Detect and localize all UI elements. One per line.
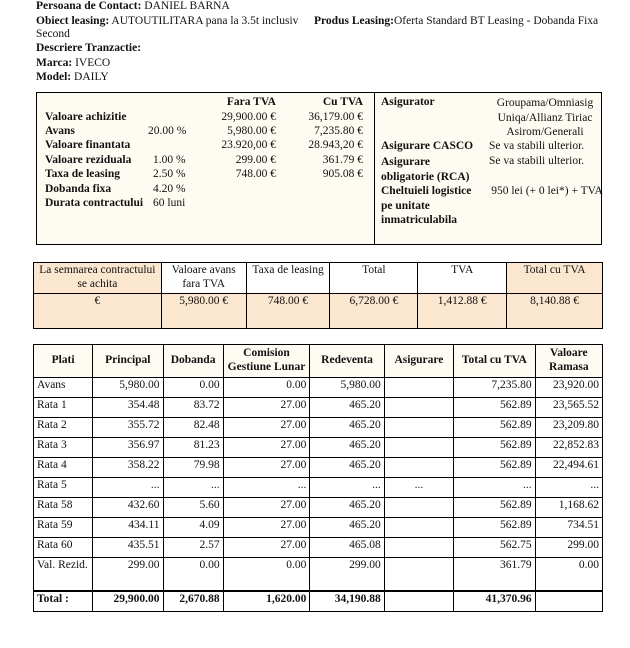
table-cell: 27.00	[223, 518, 310, 538]
brand-line	[36, 57, 626, 72]
info-row-pct: 2.50 %	[153, 168, 186, 180]
info-row-fara: 299.00 €	[235, 154, 276, 166]
table-cell: 465.20	[310, 498, 384, 518]
row-label-cell: Val. Rezid.	[34, 558, 93, 592]
table-cell: 5.60	[163, 498, 223, 518]
table-cell: ...	[93, 478, 163, 498]
table-cell: 23,565.52	[535, 398, 602, 418]
rca-value: Se va stabili ulterior.	[489, 155, 585, 167]
table-cell: 27.00	[223, 538, 310, 558]
asigurator-value: Groupama/Omniasig Uniqa/Allianz Tiriac Asirom/Generali	[496, 97, 594, 138]
summary-value-cell: 8,140.88 €	[507, 294, 603, 329]
table-cell: 465.20	[310, 438, 384, 458]
summary-value-cell: 748.00 €	[246, 294, 330, 329]
product-value: Oferta Standard BT Leasing - Dobanda Fixa	[393, 14, 599, 27]
table-cell: 5,980.00	[93, 378, 163, 398]
table-cell	[384, 498, 453, 518]
total-cell: 29,900.00	[93, 591, 163, 612]
table-cell: 465.20	[310, 518, 384, 538]
description-line	[36, 42, 626, 57]
table-cell: 299.00	[93, 558, 163, 592]
casco-label: Asigurare CASCO	[381, 140, 474, 152]
table-row	[34, 538, 603, 558]
table-cell: 22,852.83	[535, 438, 602, 458]
table-cell: 2.57	[163, 538, 223, 558]
table-cell: 299.00	[310, 558, 384, 592]
info-row-cu: 7,235.80 €	[314, 125, 363, 137]
total-cell	[535, 591, 602, 612]
table-cell: 432.60	[93, 498, 163, 518]
logistic-value: 950 lei (+ 0 lei*) + TVA	[491, 185, 603, 197]
table-cell: ...	[384, 478, 453, 498]
info-row-cu: 905.08 €	[322, 168, 363, 180]
summary-header-cell: Total cu TVA	[507, 263, 603, 294]
row-label-cell: Rata 2	[34, 418, 93, 438]
table-cell: 465.20	[310, 458, 384, 478]
table-cell: 562.89	[454, 398, 536, 418]
total-cell	[384, 591, 453, 612]
table-cell: 27.00	[223, 398, 310, 418]
table-cell: 4.09	[163, 518, 223, 538]
table-cell: 562.89	[454, 498, 536, 518]
table-cell: 361.79	[454, 558, 536, 592]
cu-tva-header: Cu TVA	[322, 96, 363, 108]
col-header-redeventa: Redeventa	[310, 345, 384, 378]
table-cell: 465.20	[310, 418, 384, 438]
info-row-label: Valoare achizitie	[45, 111, 127, 123]
table-cell: 27.00	[223, 458, 310, 478]
table-cell: 27.00	[223, 438, 310, 458]
info-row-label: Taxa de leasing	[45, 168, 120, 180]
summary-header-cell: La semnarea contractului se achita	[34, 263, 162, 294]
table-cell: ...	[163, 478, 223, 498]
table-cell	[384, 398, 453, 418]
total-cell: 1,620.00	[223, 591, 310, 612]
header	[36, 0, 626, 86]
summary-value-cell: 5,980.00 €	[161, 294, 246, 329]
info-row-fara: 748.00 €	[235, 168, 276, 180]
col-header-total-cu-tva: Total cu TVA	[454, 345, 536, 378]
row-label-cell: Rata 1	[34, 398, 93, 418]
table-cell: 79.98	[163, 458, 223, 478]
table-row	[34, 378, 603, 398]
info-row-cu: 28.943,20 €	[308, 139, 363, 151]
table-cell: 81.23	[163, 438, 223, 458]
table-cell: 0.00	[163, 378, 223, 398]
table-cell	[384, 458, 453, 478]
summary-header-cell: TVA	[418, 263, 507, 294]
brand-value: IVECO	[75, 56, 111, 69]
summary-value-cell: 6,728.00 €	[330, 294, 418, 329]
table-cell: 356.97	[93, 438, 163, 458]
payment-at-signing-table	[33, 262, 603, 329]
product-label: Produs Leasing:	[314, 14, 394, 27]
summary-header-cell: Total	[330, 263, 418, 294]
info-row-pct: 20.00 %	[148, 125, 187, 137]
col-header-asigurare: Asigurare	[384, 345, 453, 378]
summary-value-row	[34, 294, 603, 329]
financial-values-panel	[37, 93, 375, 244]
contact-value: DANIEL BARNA	[144, 0, 230, 12]
info-row-label: Valoare reziduala	[45, 154, 132, 166]
info-row-pct: 4.20 %	[153, 183, 186, 195]
table-cell: 562.89	[454, 418, 536, 438]
contact-label: Persoana de Contact:	[36, 0, 142, 12]
table-cell	[384, 438, 453, 458]
table-cell: 465.08	[310, 538, 384, 558]
insurance-panel	[381, 93, 601, 244]
table-cell: 354.48	[93, 398, 163, 418]
leasing-info-box	[36, 92, 602, 245]
total-cell: 41,370.96	[454, 591, 536, 612]
info-row-fara: 23.920,00 €	[221, 139, 276, 151]
table-cell: 5,980.00	[310, 378, 384, 398]
info-row-cu: 36,179.00 €	[308, 111, 363, 123]
info-row-label: Dobanda fixa	[45, 183, 112, 195]
model-label: Model:	[36, 71, 72, 84]
row-label-cell: Rata 60	[34, 538, 93, 558]
schedule-header-row	[34, 345, 603, 378]
rca-label: Asigurare obligatorie (RCA)	[381, 156, 470, 183]
col-header-valoare-ramasa: Valoare Ramasa	[535, 345, 602, 378]
fara-tva-header: Fara TVA	[226, 96, 276, 108]
table-cell: 435.51	[93, 538, 163, 558]
table-cell: 355.72	[93, 418, 163, 438]
table-cell: 465.20	[310, 398, 384, 418]
col-header-plati: Plati	[34, 345, 93, 378]
total-cell: 34,190.88	[310, 591, 384, 612]
table-cell: 562.89	[454, 458, 536, 478]
table-cell: ...	[454, 478, 536, 498]
logistic-label: Cheltuieli logistice pe unitate inmatriculabila	[381, 185, 472, 226]
table-cell: 22,494.61	[535, 458, 602, 478]
table-cell: 734.51	[535, 518, 602, 538]
table-cell: 0.00	[223, 558, 310, 592]
summary-header-cell: Taxa de leasing	[246, 263, 330, 294]
table-cell: 82.48	[163, 418, 223, 438]
table-cell	[384, 378, 453, 398]
table-cell: ...	[310, 478, 384, 498]
summary-header-cell: Valoare avans fara TVA	[161, 263, 246, 294]
table-cell: 358.22	[93, 458, 163, 478]
asigurator-label: Asigurator	[381, 96, 435, 108]
table-cell: ...	[535, 478, 602, 498]
table-row	[34, 438, 603, 458]
total-label-cell: Total :	[34, 591, 93, 612]
table-row	[34, 398, 603, 418]
table-cell: 299.00	[535, 538, 602, 558]
col-header-principal: Principal	[93, 345, 163, 378]
payment-schedule-table	[33, 344, 603, 612]
table-cell: 7,235.80	[454, 378, 536, 398]
col-header-dobanda: Dobanda	[163, 345, 223, 378]
total-row	[34, 591, 603, 612]
object-value: AUTOUTILITARA pana la 3.5t inclusiv Second	[36, 14, 299, 41]
total-cell: 2,670.88	[163, 591, 223, 612]
info-row-pct: 60 luni	[153, 197, 186, 209]
table-cell: 1,168.62	[535, 498, 602, 518]
table-row	[34, 498, 603, 518]
info-row-label: Valoare finantata	[45, 139, 131, 151]
table-cell: ...	[223, 478, 310, 498]
table-row	[34, 458, 603, 478]
summary-value-cell: 1,412.88 €	[418, 294, 507, 329]
table-cell: 0.00	[535, 558, 602, 592]
table-cell: 562.89	[454, 438, 536, 458]
contact-line	[36, 0, 626, 15]
info-row-fara: 29,900.00 €	[221, 111, 276, 123]
row-label-cell: Rata 59	[34, 518, 93, 538]
table-row	[34, 558, 603, 592]
object-label: Obiect leasing:	[36, 14, 110, 27]
table-cell	[384, 518, 453, 538]
table-cell: 27.00	[223, 418, 310, 438]
info-row-label: Durata contractului	[45, 197, 144, 209]
info-row-fara: 5,980.00 €	[227, 125, 276, 137]
model-line	[36, 71, 626, 86]
table-cell: 0.00	[223, 378, 310, 398]
table-cell: 562.75	[454, 538, 536, 558]
table-row	[34, 478, 603, 498]
model-value: DAILY	[74, 71, 109, 84]
info-row-cu: 361.79 €	[322, 154, 363, 166]
table-cell	[384, 558, 453, 592]
info-row-label: Avans	[45, 125, 75, 137]
col-header-comision: Comision Gestiune Lunar	[223, 345, 310, 378]
table-cell: 83.72	[163, 398, 223, 418]
description-label: Descriere Tranzactie:	[36, 42, 142, 55]
row-label-cell: Rata 5	[34, 478, 93, 498]
row-label-cell: Avans	[34, 378, 93, 398]
summary-value-cell: €	[34, 294, 162, 329]
table-cell	[384, 538, 453, 558]
table-cell	[384, 418, 453, 438]
casco-value: Se va stabili ulterior.	[489, 140, 585, 152]
table-row	[34, 418, 603, 438]
info-row-pct: 1.00 %	[153, 154, 186, 166]
table-cell: 27.00	[223, 498, 310, 518]
table-cell: 0.00	[163, 558, 223, 592]
row-label-cell: Rata 58	[34, 498, 93, 518]
object-product-line	[36, 15, 626, 43]
brand-label: Marca:	[36, 56, 73, 69]
row-label-cell: Rata 4	[34, 458, 93, 478]
table-cell: 23,209.80	[535, 418, 602, 438]
row-label-cell: Rata 3	[34, 438, 93, 458]
table-cell: 23,920.00	[535, 378, 602, 398]
table-row	[34, 518, 603, 538]
table-cell: 434.11	[93, 518, 163, 538]
summary-header-row	[34, 263, 603, 294]
table-cell: 562.89	[454, 518, 536, 538]
